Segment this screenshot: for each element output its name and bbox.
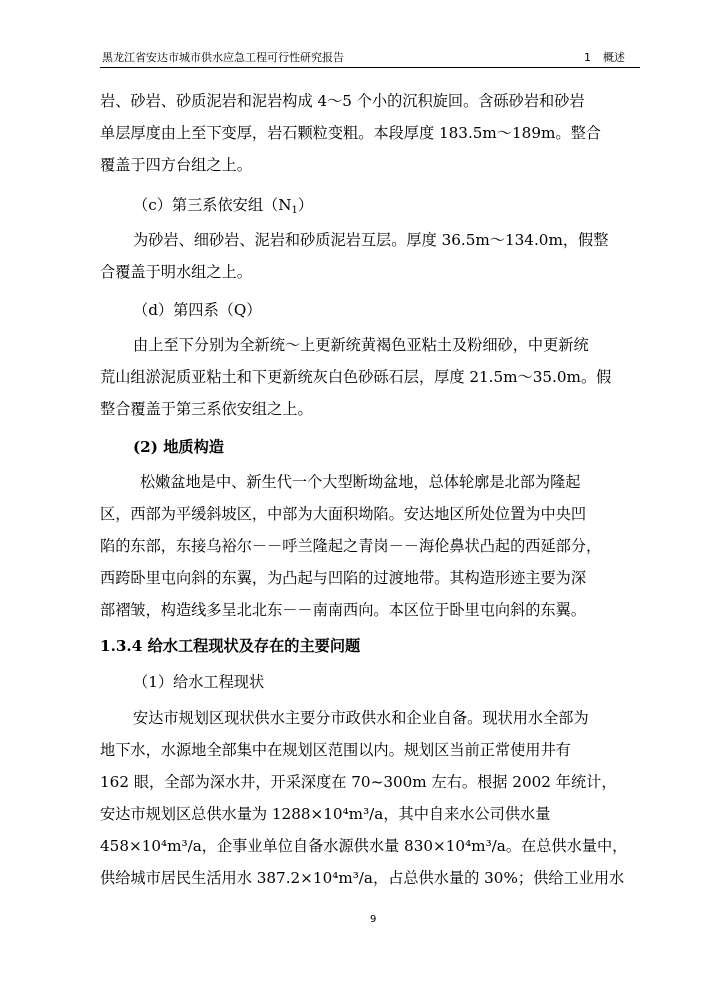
section-heading-geology: (2) 地质构造 (133, 438, 224, 456)
header-chapter-number: 1 (584, 51, 591, 64)
text-line: 为砂岩、细砂岩、泥岩和砂质泥岩互层。厚度 36.5m～134.0m，假整 (133, 231, 609, 249)
text-line: 部褶皱，构造线多呈北北东－－南南西向。本区位于卧里屯向斜的东翼。 (100, 601, 586, 619)
subheading-c (133, 190, 313, 220)
subheading-c-close: ） (297, 196, 314, 214)
text-line: 安达市规划区现状供水主要分市政供水和企业自备。现状用水全部为 (133, 709, 589, 727)
header-chapter (584, 49, 625, 65)
text-line: 安达市规划区总供水量为 1288×10⁴m³/a，其中自来水公司供水量 (100, 805, 551, 823)
text-line: 陷的东部，东接乌裕尔－－呼兰隆起之青岗－－海伦鼻状凸起的西延部分， (100, 537, 602, 555)
text-line: 单层厚度由上至下变厚，岩石颗粒变粗。本段厚度 183.5m～189m。整合 (100, 124, 601, 142)
text-line: 地下水，水源地全部集中在规划区范围以内。规划区当前正常使用井有 (100, 741, 571, 759)
text-line: 162 眼，全部为深水井，开采深度在 70~300m 左右。根据 2002 年统计， (100, 773, 617, 791)
text-line: 整合覆盖于第三系依安组之上。 (100, 400, 313, 418)
text-line: 由上至下分别为全新统～上更新统黄褐色亚粘土及粉细砂，中更新统 (133, 336, 589, 354)
text-line: 荒山组淤泥质亚粘土和下更新统灰白色砂砾石层，厚度 21.5m～35.0m。假 (100, 368, 612, 386)
running-header (100, 45, 640, 67)
header-rule (100, 67, 640, 68)
section-heading-1-3-4: 1.3.4 给水工程现状及存在的主要问题 (100, 637, 361, 655)
subheading-d: （d）第四系（Q） (133, 301, 262, 319)
subheading-c-subscript: 1 (291, 205, 298, 216)
page-number: 9 (370, 914, 377, 925)
text-line: 458×10⁴m³/a，企事业单位自备水源供水量 830×10⁴m³/a。在总供水量中， (100, 837, 628, 855)
text-line: 供给城市居民生活用水 387.2×10⁴m³/a，占总供水量的 30%；供给工业用水 (100, 869, 625, 887)
text-line: 区，西部为平缓斜坡区，中部为大面积坳陷。安达地区所处位置为中央凹 (100, 505, 586, 523)
text-line: 西跨卧里屯向斜的东翼，为凸起与凹陷的过渡地带。其构造形迹主要为深 (100, 569, 586, 587)
text-line: 合覆盖于明水组之上。 (100, 263, 252, 281)
text-line: 岩、砂岩、砂质泥岩和泥岩构成 4～5 个小的沉积旋回。含砾砂岩和砂岩 (100, 92, 585, 110)
subheading-water-supply-status: （1）给水工程现状 (133, 673, 265, 691)
header-chapter-title: 概述 (603, 51, 625, 64)
text-line: 松嫩盆地是中、新生代一个大型断坳盆地，总体轮廓是北部为隆起 (140, 473, 581, 491)
subheading-c-text: （c）第三系依安组（N (133, 196, 292, 214)
header-title: 黑龙江省安达市城市供水应急工程可行性研究报告 (102, 51, 344, 64)
text-line: 覆盖于四方台组之上。 (100, 156, 252, 174)
